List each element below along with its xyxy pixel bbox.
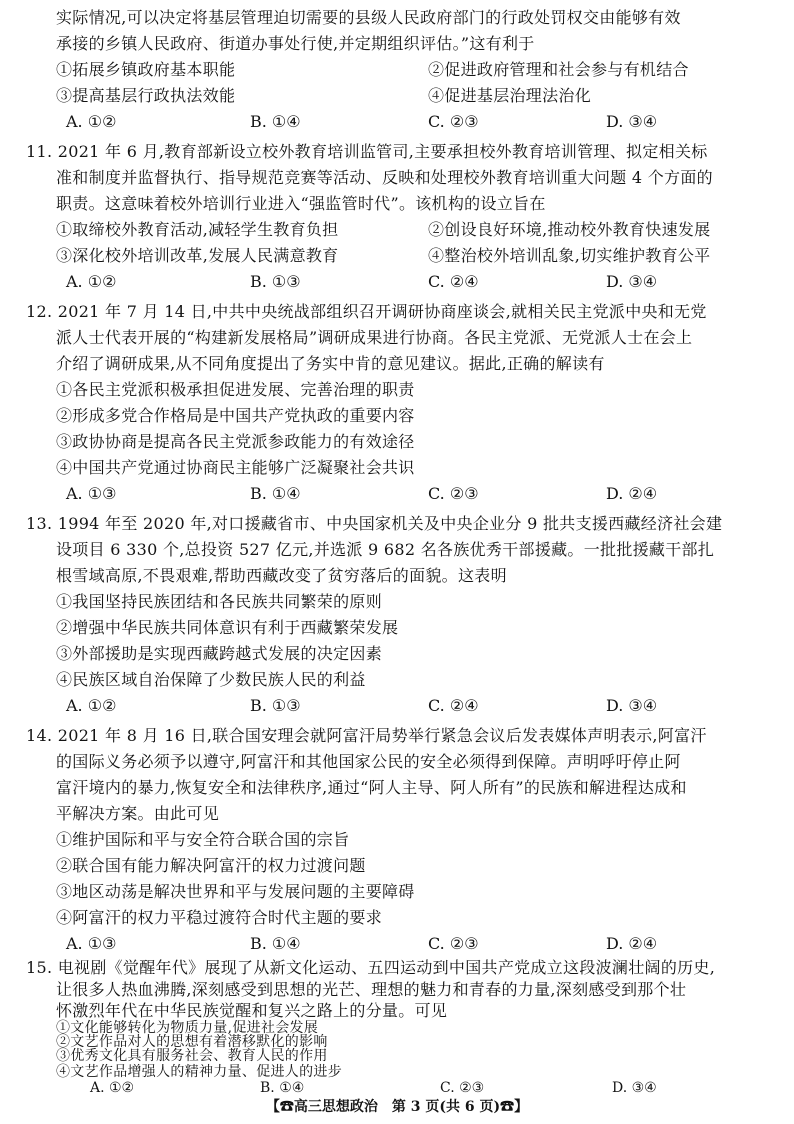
q12-stem-line-3: 介绍了调研成果,从不同角度提出了务实中肯的意见建议。据此,正确的解读有 <box>56 354 605 373</box>
q12-option-c: C. ②③ <box>428 484 479 503</box>
q13-statement-1: ①我国坚持民族团结和各民族共同繁荣的原则 <box>56 592 383 611</box>
q12-statement-2: ②形成多党合作格局是中国共产党执政的重要内容 <box>56 406 415 425</box>
q15-option-b: B. ①④ <box>260 1080 305 1096</box>
q13-statement-4: ④民族区域自治保障了少数民族人民的利益 <box>56 670 366 689</box>
q13-stem-line-1: 13. 1994 年至 2020 年,对口援藏省市、中央国家机关及中央企业分 9 批共支援西藏经济社会建 <box>26 514 723 533</box>
q10-statement-4: ④促进基层治理法治化 <box>428 86 592 105</box>
q12-statement-4: ④中国共产党通过协商民主能够广泛凝聚社会共识 <box>56 458 415 477</box>
q11-statement-3: ③深化校外培训改革,发展人民满意教育 <box>56 246 339 265</box>
q12-option-d: D. ②④ <box>606 484 658 503</box>
q11-option-d: D. ③④ <box>606 272 658 291</box>
q15-option-c: C. ②③ <box>440 1080 485 1096</box>
q14-option-d: D. ②④ <box>606 934 658 953</box>
q14-stem-line-1: 14. 2021 年 8 月 16 日,联合国安理会就阿富汗局势举行紧急会议后发表媒体声明表示,阿富汗 <box>26 726 707 745</box>
q15-stem-line-3: 怀激烈年代在中华民族觉醒和复兴之路上的分量。可见 <box>56 1001 448 1020</box>
q13-option-b: B. ①③ <box>250 696 301 715</box>
q10-statement-3: ③提高基层行政执法效能 <box>56 86 236 105</box>
q12-stem-line-1: 12. 2021 年 7 月 14 日,中共中央统战部组织召开调研协商座谈会,就相关民主党派中央和无党 <box>26 302 707 321</box>
q10-option-c: C. ②③ <box>428 112 479 131</box>
q13-option-c: C. ②④ <box>428 696 479 715</box>
q11-stem-line-1: 11. 2021 年 6 月,教育部新设立校外教育培训监管司,主要承担校外教育培训管理、拟定相关标 <box>26 142 708 161</box>
q13-statement-2: ②增强中华民族共同体意识有利于西藏繁荣发展 <box>56 618 399 637</box>
q15-statement-3: ③优秀文化具有服务社会、教育人民的作用 <box>56 1048 328 1064</box>
q10-option-a: A. ①② <box>66 112 117 131</box>
q14-statement-3: ③地区动荡是解决世界和平与发展问题的主要障碍 <box>56 882 415 901</box>
q14-statement-2: ②联合国有能力解决阿富汗的权力过渡问题 <box>56 856 366 875</box>
q15-statement-2: ②文艺作品对人的思想有着潜移默化的影响 <box>56 1034 328 1050</box>
q12-stem-line-2: 派人士代表开展的“构建新发展格局”调研成果进行协商。各民主党派、无党派人士在会上 <box>56 328 693 347</box>
page-footer: 【☎高三思想政治 第 3 页(共 6 页)☎】 <box>265 1099 529 1115</box>
q14-statement-1: ①维护国际和平与安全符合联合国的宗旨 <box>56 830 350 849</box>
q15-option-a: A. ①② <box>90 1080 135 1096</box>
q10-option-d: D. ③④ <box>606 112 658 131</box>
q14-stem-line-4: 平解决方案。由此可见 <box>56 804 220 823</box>
q14-option-c: C. ②③ <box>428 934 479 953</box>
q14-option-b: B. ①④ <box>250 934 301 953</box>
q13-statement-3: ③外部援助是实现西藏跨越式发展的决定因素 <box>56 644 383 663</box>
q13-option-a: A. ①② <box>66 696 117 715</box>
q11-option-c: C. ②④ <box>428 272 479 291</box>
q10-stem-line-2: 承接的乡镇人民政府、街道办事处行使,并定期组织评估。”这有利于 <box>56 34 535 53</box>
q13-stem-line-2: 设项目 6 330 个,总投资 527 亿元,并选派 9 682 名各族优秀干部援藏。一批批援藏干部扎 <box>56 540 715 559</box>
q11-stem-line-2: 准和制度并监督执行、指导规范竞赛等活动、反映和处理校外教育培训重大问题 4 个方面的 <box>56 168 713 187</box>
q11-statement-4: ④整治校外培训乱象,切实维护教育公平 <box>428 246 711 265</box>
q15-stem-line-1: 15. 电视剧《觉醒年代》展现了从新文化运动、五四运动到中国共产党成立这段波澜壮阔的历史, <box>26 958 716 977</box>
q14-stem-line-3: 富汗境内的暴力,恢复安全和法律秩序,通过“阿人主导、阿人所有”的民族和解进程达成和 <box>56 778 687 797</box>
q10-statement-2: ②促进政府管理和社会参与有机结合 <box>428 60 689 79</box>
q13-stem-line-3: 根雪域高原,不畏艰难,帮助西藏改变了贫穷落后的面貌。这表明 <box>56 566 507 585</box>
q11-option-a: A. ①② <box>66 272 117 291</box>
q10-stem-line-1: 实际情况,可以决定将基层管理迫切需要的县级人民政府部门的行政处罚权交由能够有效 <box>56 8 681 27</box>
q14-statement-4: ④阿富汗的权力平稳过渡符合时代主题的要求 <box>56 908 383 927</box>
q13-option-d: D. ③④ <box>606 696 658 715</box>
q12-option-a: A. ①③ <box>66 484 117 503</box>
q14-option-a: A. ①③ <box>66 934 117 953</box>
q12-statement-3: ③政协协商是提高各民主党派参政能力的有效途径 <box>56 432 415 451</box>
q11-stem-line-3: 职责。这意味着校外培训行业进入“强监管时代”。该机构的设立旨在 <box>56 194 546 213</box>
q15-stem-line-2: 让很多人热血沸腾,深刻感受到思想的光芒、理想的魅力和青春的力量,深刻感受到那个壮 <box>56 980 687 999</box>
q15-statement-4: ④文艺作品增强人的精神力量、促进人的进步 <box>56 1064 342 1080</box>
q10-option-b: B. ①④ <box>250 112 301 131</box>
q14-stem-line-2: 的国际义务必须予以遵守,阿富汗和其他国家公民的安全必须得到保障。声明呼吁停止阿 <box>56 752 681 771</box>
q12-option-b: B. ①④ <box>250 484 301 503</box>
q15-option-d: D. ③④ <box>612 1080 657 1096</box>
q12-statement-1: ①各民主党派积极承担促进发展、完善治理的职责 <box>56 380 415 399</box>
q11-statement-1: ①取缔校外教育活动,减轻学生教育负担 <box>56 220 339 239</box>
q11-statement-2: ②创设良好环境,推动校外教育快速发展 <box>428 220 711 239</box>
q10-statement-1: ①拓展乡镇政府基本职能 <box>56 60 236 79</box>
q15-statement-1: ①文化能够转化为物质力量,促进社会发展 <box>56 1020 319 1036</box>
q11-option-b: B. ①③ <box>250 272 301 291</box>
